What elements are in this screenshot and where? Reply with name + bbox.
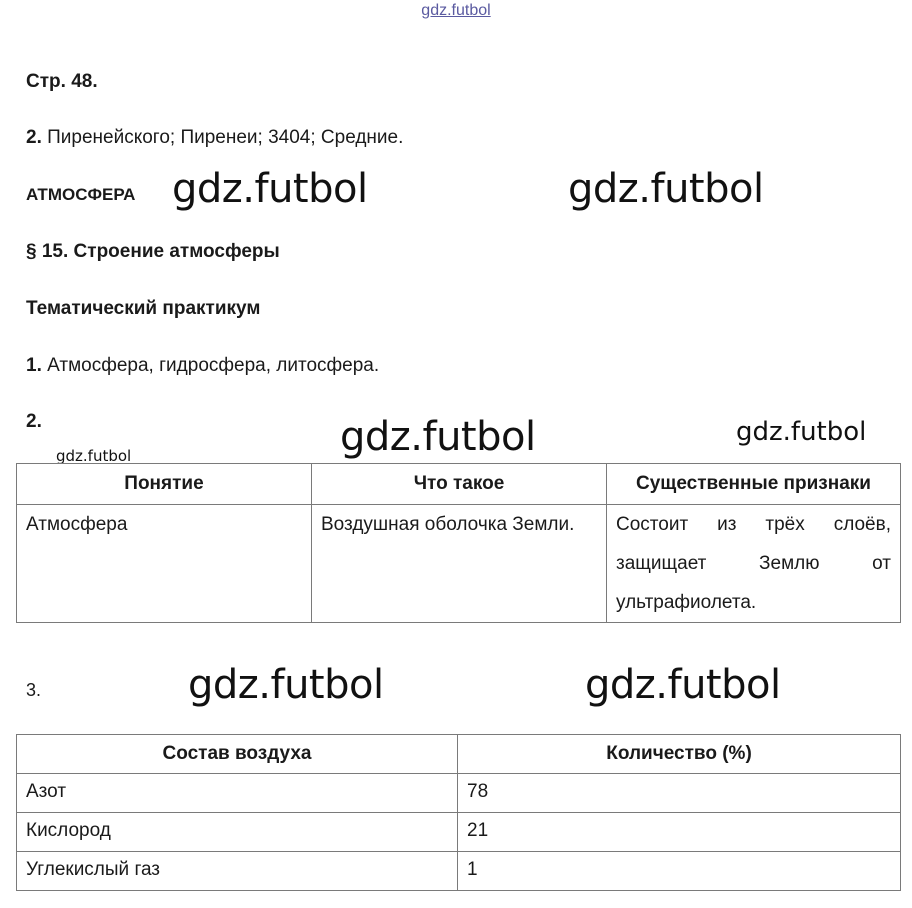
- concept-cell: Атмосфера: [17, 505, 312, 623]
- air-composition-table: [16, 734, 901, 891]
- task-1: [26, 355, 379, 377]
- watermark-big-4: gdz.futbol: [188, 662, 384, 708]
- table-row: [17, 813, 901, 852]
- task-3-number: 3.: [26, 680, 42, 700]
- task-2-number: 2.: [26, 411, 42, 432]
- table-row: [17, 774, 901, 813]
- answer-2-number: 2.: [26, 127, 42, 148]
- watermark-big-2: gdz.futbol: [568, 166, 764, 212]
- composition-header: Состав воздуха: [17, 735, 458, 774]
- concept-table: [16, 463, 901, 623]
- answer-2-text: Пиренейского; Пиренеи; 3404; Средние.: [41, 127, 404, 148]
- features-header: Существенные признаки: [607, 464, 901, 505]
- table-row: [17, 505, 901, 623]
- answer-2: [26, 127, 403, 149]
- gas-amount-cell: 1: [458, 852, 901, 891]
- gas-amount-cell: 78: [458, 774, 901, 813]
- gas-name-cell: Азот: [17, 774, 458, 813]
- amount-header: Количество (%): [458, 735, 901, 774]
- watermark-mid-1: gdz.futbol: [736, 417, 867, 447]
- gas-name-cell: Кислород: [17, 813, 458, 852]
- site-watermark-top[interactable]: gdz.futbol: [421, 2, 491, 19]
- definition-header: Что такое: [312, 464, 607, 505]
- concept-table-header-row: [17, 464, 901, 505]
- air-table-header-row: [17, 735, 901, 774]
- definition-cell: Воздушная оболочка Земли.: [312, 505, 607, 623]
- gas-amount-cell: 21: [458, 813, 901, 852]
- gas-name-cell: Углекислый газ: [17, 852, 458, 891]
- section-title: АТМОСФЕРА: [26, 185, 136, 204]
- watermark-small-1: gdz.futbol: [56, 447, 132, 465]
- watermark-big-5: gdz.futbol: [585, 662, 781, 708]
- paragraph-heading: § 15. Строение атмосферы: [26, 241, 280, 262]
- page-reference: Стр. 48.: [26, 71, 98, 92]
- concept-header: Понятие: [17, 464, 312, 505]
- table-row: [17, 852, 901, 891]
- task-1-text: Атмосфера, гидросфера, литосфера.: [41, 355, 380, 376]
- features-cell: Состоит из трёх слоёв, защищает Землю от ультрафиолета.: [607, 505, 901, 623]
- watermark-big-1: gdz.futbol: [172, 166, 368, 212]
- watermark-big-3: gdz.futbol: [340, 414, 536, 460]
- practicum-heading: Тематический практикум: [26, 298, 261, 319]
- task-1-number: 1.: [26, 355, 42, 376]
